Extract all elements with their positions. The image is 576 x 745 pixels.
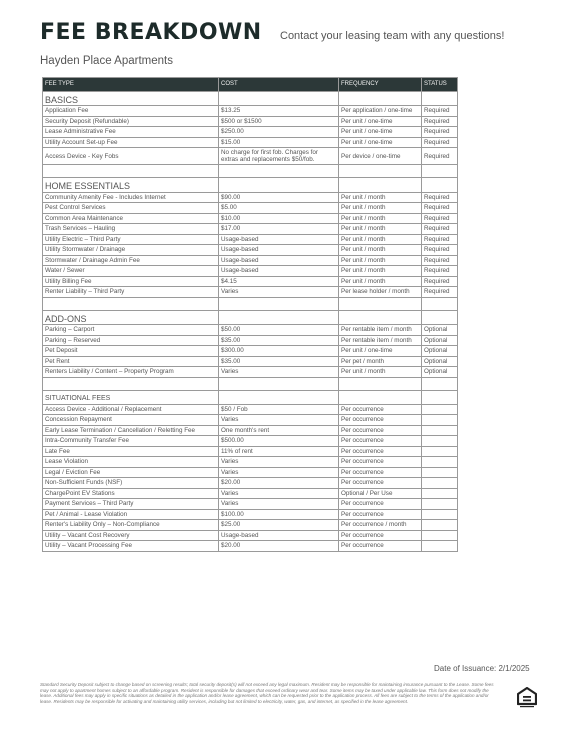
section-title: BASICS	[43, 92, 219, 106]
contact-note: Contact your leasing team with any questions!	[280, 30, 505, 42]
frequency-cell: Per unit / month	[339, 203, 422, 214]
fee-type-cell: Parking – Reserved	[43, 335, 219, 346]
table-row	[43, 116, 458, 127]
frequency-cell: Per occurrence	[339, 478, 422, 489]
frequency-cell: Per occurrence	[339, 530, 422, 541]
spacer-cell	[43, 377, 219, 390]
status-cell	[422, 499, 458, 510]
section-empty-cell	[422, 92, 458, 106]
table-row	[43, 255, 458, 266]
status-cell	[422, 530, 458, 541]
table-row	[43, 325, 458, 336]
section-title: HOME ESSENTIALS	[43, 178, 219, 192]
cost-cell: Usage-based	[219, 245, 339, 256]
frequency-cell: Per occurrence	[339, 457, 422, 468]
cost-cell: $25.00	[219, 520, 339, 531]
fee-type-cell: Pet Rent	[43, 356, 219, 367]
frequency-cell: Per unit / month	[339, 367, 422, 378]
fee-type-cell: Water / Sewer	[43, 266, 219, 277]
table-row	[43, 203, 458, 214]
cost-cell: Usage-based	[219, 530, 339, 541]
status-cell	[422, 457, 458, 468]
status-cell: Required	[422, 224, 458, 235]
frequency-cell: Per unit / month	[339, 224, 422, 235]
status-cell: Required	[422, 234, 458, 245]
fee-table	[42, 77, 458, 552]
frequency-cell: Per unit / one-time	[339, 127, 422, 138]
section-empty-cell	[339, 178, 422, 192]
cost-cell: Usage-based	[219, 266, 339, 277]
table-row	[43, 234, 458, 245]
table-row	[43, 478, 458, 489]
frequency-cell: Per occurrence	[339, 404, 422, 415]
table-row	[43, 367, 458, 378]
status-cell	[422, 509, 458, 520]
cost-cell: $250.00	[219, 127, 339, 138]
fee-type-cell: Renters Liability / Content – Property Program	[43, 367, 219, 378]
frequency-cell: Per occurrence	[339, 541, 422, 552]
fee-type-cell: Intra-Community Transfer Fee	[43, 436, 219, 447]
status-cell: Required	[422, 148, 458, 165]
cost-cell: Varies	[219, 499, 339, 510]
status-cell	[422, 478, 458, 489]
fee-type-cell: Pet Deposit	[43, 346, 219, 357]
spacer-row	[43, 165, 458, 178]
table-row	[43, 276, 458, 287]
status-cell: Required	[422, 106, 458, 117]
fee-type-cell: Utility – Vacant Cost Recovery	[43, 530, 219, 541]
table-row	[43, 266, 458, 277]
cost-cell: $300.00	[219, 346, 339, 357]
fee-type-cell: Renter's Liability Only – Non-Compliance	[43, 520, 219, 531]
cost-cell: $35.00	[219, 356, 339, 367]
fee-type-cell: Lease Violation	[43, 457, 219, 468]
spacer-cell	[43, 297, 219, 310]
frequency-cell: Per unit / month	[339, 192, 422, 203]
fee-type-cell: Utility Electric – Third Party	[43, 234, 219, 245]
table-row	[43, 530, 458, 541]
fee-type-cell: ChargePoint EV Stations	[43, 488, 219, 499]
section-empty-cell	[219, 178, 339, 192]
fee-type-cell: Application Fee	[43, 106, 219, 117]
spacer-cell	[422, 165, 458, 178]
frequency-cell: Per unit / one-time	[339, 346, 422, 357]
spacer-cell	[339, 297, 422, 310]
cost-cell: $90.00	[219, 192, 339, 203]
status-cell	[422, 520, 458, 531]
status-cell: Optional	[422, 335, 458, 346]
frequency-cell: Per unit / month	[339, 234, 422, 245]
issuance-date: Date of Issuance: 2/1/2025	[434, 664, 530, 673]
cost-cell: No charge for first fob. Charges for extras and replacements $50/fob.	[219, 148, 339, 165]
status-cell: Required	[422, 245, 458, 256]
spacer-cell	[422, 377, 458, 390]
section-header-row	[43, 390, 458, 404]
table-row	[43, 488, 458, 499]
section-empty-cell	[339, 310, 422, 324]
status-cell: Optional	[422, 325, 458, 336]
frequency-cell: Per rentable item / month	[339, 325, 422, 336]
fee-type-cell: Non-Sufficient Funds (NSF)	[43, 478, 219, 489]
fee-type-cell: Late Fee	[43, 446, 219, 457]
status-cell: Required	[422, 287, 458, 298]
frequency-cell: Per occurrence	[339, 415, 422, 426]
cost-cell: Varies	[219, 457, 339, 468]
cost-cell: One month's rent	[219, 425, 339, 436]
disclaimer-text: Standard Security Deposit subject to change based on screening results; total security deposit(s) will not exceed any legal maximum. Resident may be responsible for maintaining insurance pursuant to the Lease. Some fees may not apply to apartment homes subject to an affordable program. Resident is responsible for damages that exceed ordinary wear and tear. Some items may be taxed under applicable law. This form does not modify the lease. Additional fees may apply in specific situations as detailed in the application and/or lease agreement, which can be requested prior to the application process. All fees are subject to the terms of the application and/or lease. Residents may be responsible for activating and maintaining utility services, including but not limited to electricity, water, gas, and internet, as specified in the lease agreement.	[40, 682, 494, 704]
fee-type-cell: Utility Billing Fee	[43, 276, 219, 287]
fee-type-cell: Renter Liability – Third Party	[43, 287, 219, 298]
section-empty-cell	[422, 390, 458, 404]
status-cell: Optional	[422, 356, 458, 367]
cost-cell: Varies	[219, 287, 339, 298]
status-cell	[422, 446, 458, 457]
spacer-cell	[219, 377, 339, 390]
status-cell: Required	[422, 203, 458, 214]
frequency-cell: Per lease holder / month	[339, 287, 422, 298]
header-fee-type: FEE TYPE	[43, 78, 219, 92]
table-row	[43, 356, 458, 367]
equal-housing-opportunity-icon	[517, 687, 537, 709]
fee-type-cell: Common Area Maintenance	[43, 213, 219, 224]
table-row	[43, 467, 458, 478]
spacer-row	[43, 377, 458, 390]
frequency-cell: Per occurrence / month	[339, 520, 422, 531]
fee-type-cell: Parking – Carport	[43, 325, 219, 336]
table-row	[43, 446, 458, 457]
cost-cell: Usage-based	[219, 255, 339, 266]
frequency-cell: Per occurrence	[339, 425, 422, 436]
frequency-cell: Per unit / month	[339, 276, 422, 287]
section-header-row	[43, 310, 458, 324]
cost-cell: Usage-based	[219, 234, 339, 245]
table-row	[43, 436, 458, 447]
fee-type-cell: Utility Account Set-up Fee	[43, 137, 219, 148]
property-name: Hayden Place Apartments	[40, 55, 173, 67]
spacer-cell	[339, 165, 422, 178]
table-row	[43, 499, 458, 510]
cost-cell: Varies	[219, 488, 339, 499]
table-row	[43, 509, 458, 520]
frequency-cell: Per occurrence	[339, 446, 422, 457]
section-title: SITUATIONAL FEES	[43, 390, 219, 404]
frequency-cell: Per occurrence	[339, 467, 422, 478]
frequency-cell: Per device / one-time	[339, 148, 422, 165]
frequency-cell: Per occurrence	[339, 436, 422, 447]
cost-cell: Varies	[219, 415, 339, 426]
fee-type-cell: Lease Administrative Fee	[43, 127, 219, 138]
status-cell: Optional	[422, 367, 458, 378]
section-empty-cell	[422, 178, 458, 192]
cost-cell: $17.00	[219, 224, 339, 235]
table-row	[43, 127, 458, 138]
status-cell	[422, 541, 458, 552]
table-header-row	[43, 78, 458, 92]
fee-type-cell: Payment Services – Third Party	[43, 499, 219, 510]
frequency-cell: Optional / Per Use	[339, 488, 422, 499]
cost-cell: $500.00	[219, 436, 339, 447]
status-cell: Required	[422, 266, 458, 277]
fee-type-cell: Utility Stormwater / Drainage	[43, 245, 219, 256]
spacer-cell	[219, 297, 339, 310]
table-row	[43, 415, 458, 426]
table-row	[43, 520, 458, 531]
cost-cell: $500 or $1500	[219, 116, 339, 127]
fee-type-cell: Early Lease Termination / Cancellation / Reletting Fee	[43, 425, 219, 436]
table-row	[43, 425, 458, 436]
cost-cell: Varies	[219, 467, 339, 478]
status-cell: Required	[422, 137, 458, 148]
table-row	[43, 213, 458, 224]
table-row	[43, 106, 458, 117]
page-title: FEE BREAKDOWN	[40, 20, 262, 45]
table-row	[43, 335, 458, 346]
status-cell	[422, 404, 458, 415]
table-row	[43, 404, 458, 415]
section-title: ADD-ONS	[43, 310, 219, 324]
fee-type-cell: Stormwater / Drainage Admin Fee	[43, 255, 219, 266]
table-row	[43, 137, 458, 148]
cost-cell: $35.00	[219, 335, 339, 346]
cost-cell: $15.00	[219, 137, 339, 148]
cost-cell: $20.00	[219, 541, 339, 552]
fee-type-cell: Concession Repayment	[43, 415, 219, 426]
status-cell: Required	[422, 127, 458, 138]
status-cell	[422, 425, 458, 436]
section-empty-cell	[339, 390, 422, 404]
fee-type-cell: Access Device - Key Fobs	[43, 148, 219, 165]
table-row	[43, 192, 458, 203]
section-empty-cell	[422, 310, 458, 324]
frequency-cell: Per unit / one-time	[339, 137, 422, 148]
status-cell: Optional	[422, 346, 458, 357]
fee-type-cell: Pest Control Services	[43, 203, 219, 214]
frequency-cell: Per unit / month	[339, 213, 422, 224]
status-cell: Required	[422, 276, 458, 287]
section-empty-cell	[219, 92, 339, 106]
cost-cell: $100.00	[219, 509, 339, 520]
header-status: STATUS	[422, 78, 458, 92]
section-empty-cell	[219, 390, 339, 404]
header-cost: COST	[219, 78, 339, 92]
frequency-cell: Per occurrence	[339, 499, 422, 510]
table-row	[43, 287, 458, 298]
fee-type-cell: Legal / Eviction Fee	[43, 467, 219, 478]
cost-cell: $20.00	[219, 478, 339, 489]
cost-cell: $5.00	[219, 203, 339, 214]
fee-type-cell: Community Amenity Fee - Includes Internet	[43, 192, 219, 203]
section-header-row	[43, 178, 458, 192]
spacer-row	[43, 297, 458, 310]
status-cell: Required	[422, 255, 458, 266]
frequency-cell: Per rentable item / month	[339, 335, 422, 346]
table-row	[43, 148, 458, 165]
frequency-cell: Per unit / month	[339, 266, 422, 277]
cost-cell: $50 / Fob	[219, 404, 339, 415]
section-empty-cell	[219, 310, 339, 324]
status-cell: Required	[422, 213, 458, 224]
cost-cell: $50.00	[219, 325, 339, 336]
spacer-cell	[339, 377, 422, 390]
fee-type-cell: Security Deposit (Refundable)	[43, 116, 219, 127]
table-row	[43, 224, 458, 235]
status-cell	[422, 436, 458, 447]
cost-cell: $13.25	[219, 106, 339, 117]
status-cell	[422, 488, 458, 499]
cost-cell: 11% of rent	[219, 446, 339, 457]
fee-type-cell: Access Device - Additional / Replacement	[43, 404, 219, 415]
spacer-cell	[219, 165, 339, 178]
section-empty-cell	[339, 92, 422, 106]
status-cell: Required	[422, 192, 458, 203]
status-cell	[422, 467, 458, 478]
section-header-row	[43, 92, 458, 106]
cost-cell: $10.00	[219, 213, 339, 224]
fee-table-body	[43, 92, 458, 552]
spacer-cell	[422, 297, 458, 310]
fee-type-cell: Pet / Animal - Lease Violation	[43, 509, 219, 520]
table-row	[43, 457, 458, 468]
frequency-cell: Per unit / month	[339, 245, 422, 256]
cost-cell: $4.15	[219, 276, 339, 287]
header-frequency: FREQUENCY	[339, 78, 422, 92]
frequency-cell: Per application / one-time	[339, 106, 422, 117]
status-cell: Required	[422, 116, 458, 127]
cost-cell: Varies	[219, 367, 339, 378]
table-row	[43, 541, 458, 552]
fee-type-cell: Trash Services – Hauling	[43, 224, 219, 235]
status-cell	[422, 415, 458, 426]
fee-type-cell: Utility – Vacant Processing Fee	[43, 541, 219, 552]
spacer-cell	[43, 165, 219, 178]
table-row	[43, 346, 458, 357]
frequency-cell: Per unit / one-time	[339, 116, 422, 127]
frequency-cell: Per pet / month	[339, 356, 422, 367]
frequency-cell: Per unit / month	[339, 255, 422, 266]
frequency-cell: Per occurrence	[339, 509, 422, 520]
table-row	[43, 245, 458, 256]
